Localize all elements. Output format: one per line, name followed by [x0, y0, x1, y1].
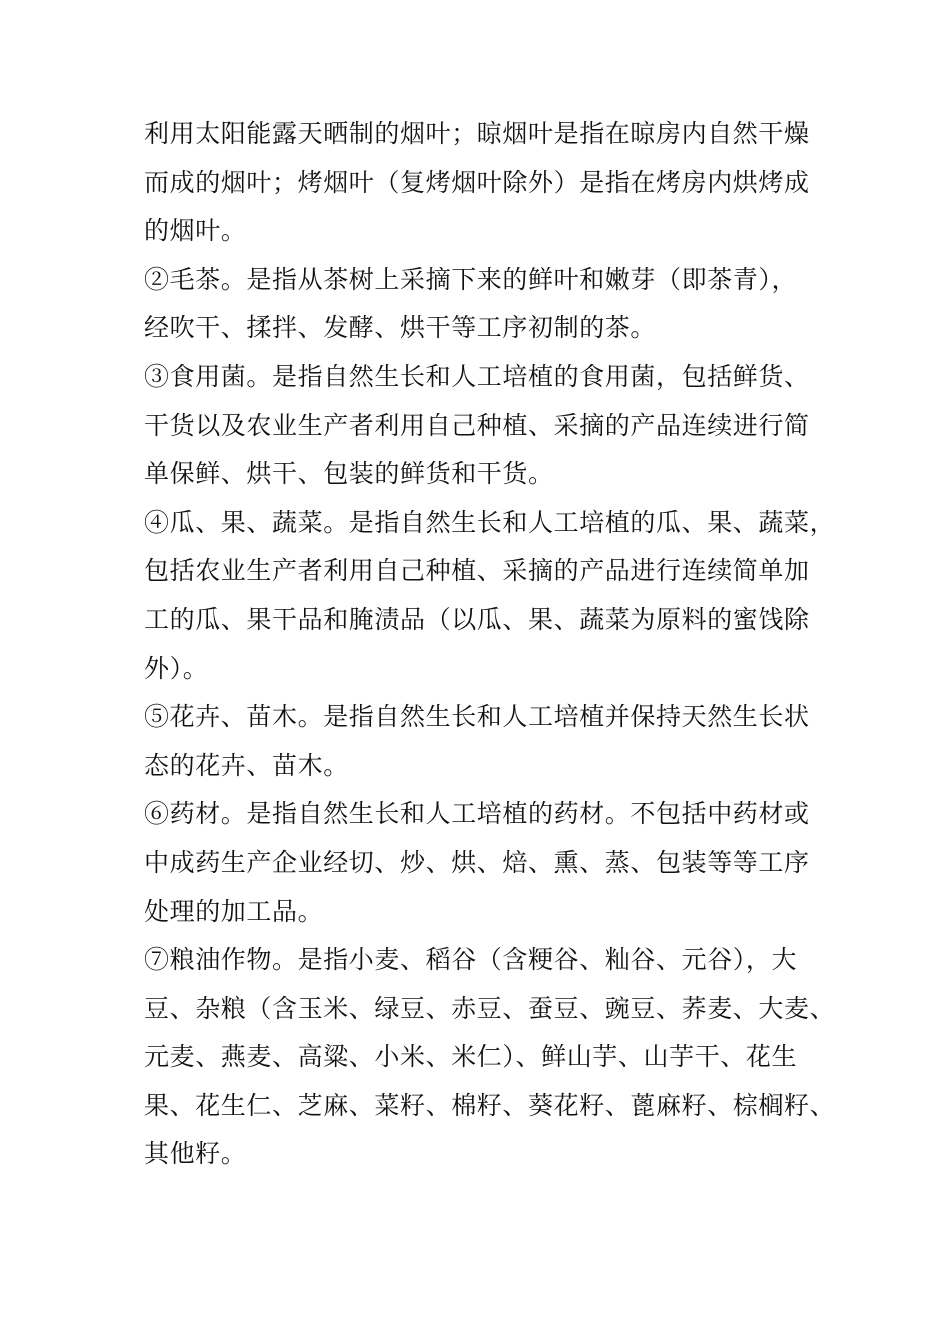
- text-line: 态的花卉、苗木。: [144, 750, 349, 780]
- text-line: 利用太阳能露天晒制的烟叶；晾烟叶是指在晾房内自然干燥: [144, 119, 810, 148]
- text-line: ⑥药材。是指自然生长和人工培植的药材。不包括中药材或: [144, 799, 810, 829]
- body-text: [144, 110, 836, 1179]
- text-line: 处理的加工品。: [144, 896, 324, 926]
- text-line: 经吹干、揉拌、发酵、烘干等工序初制的茶。: [144, 313, 657, 343]
- text-line: ⑦粮油作物。是指小麦、稻谷（含粳谷、籼谷、元谷），大: [144, 945, 798, 975]
- text-line: 豆、杂粮（含玉米、绿豆、赤豆、蚕豆、豌豆、荞麦、大麦、: [144, 993, 836, 1023]
- text-line: 工的瓜、果干品和腌渍品（以瓜、果、蔬菜为原料的蜜饯除: [144, 604, 810, 634]
- text-line: 中成药生产企业经切、炒、烘、焙、熏、蒸、包装等等工序: [144, 847, 810, 877]
- text-line: ⑤花卉、苗木。是指自然生长和人工培植并保持天然生长状: [144, 702, 810, 732]
- text-line: ②毛茶。是指从茶树上采摘下来的鲜叶和嫩芽（即茶青），: [144, 264, 798, 294]
- text-line: 果、花生仁、芝麻、菜籽、棉籽、葵花籽、蓖麻籽、棕榈籽、: [144, 1090, 836, 1120]
- text-line: 的烟叶。: [144, 216, 247, 246]
- text-line: 其他籽。: [144, 1139, 247, 1169]
- text-line: ④瓜、果、蔬菜。是指自然生长和人工培植的瓜、果、蔬菜，: [144, 507, 836, 537]
- text-line: 外）。: [144, 653, 209, 683]
- text-line: 单保鲜、烘干、包装的鲜货和干货。: [144, 459, 554, 489]
- text-line: 包括农业生产者利用自己种植、采摘的产品进行连续简单加: [144, 556, 810, 586]
- text-line: 而成的烟叶；烤烟叶（复烤烟叶除外）是指在烤房内烘烤成: [144, 167, 810, 197]
- text-line: 元麦、燕麦、高粱、小米、米仁）、鲜山芋、山芋干、花生: [144, 1042, 798, 1072]
- text-line: ③食用菌。是指自然生长和人工培植的食用菌，包括鲜货、: [144, 361, 810, 391]
- text-line: 干货以及农业生产者利用自己种植、采摘的产品连续进行简: [144, 410, 810, 440]
